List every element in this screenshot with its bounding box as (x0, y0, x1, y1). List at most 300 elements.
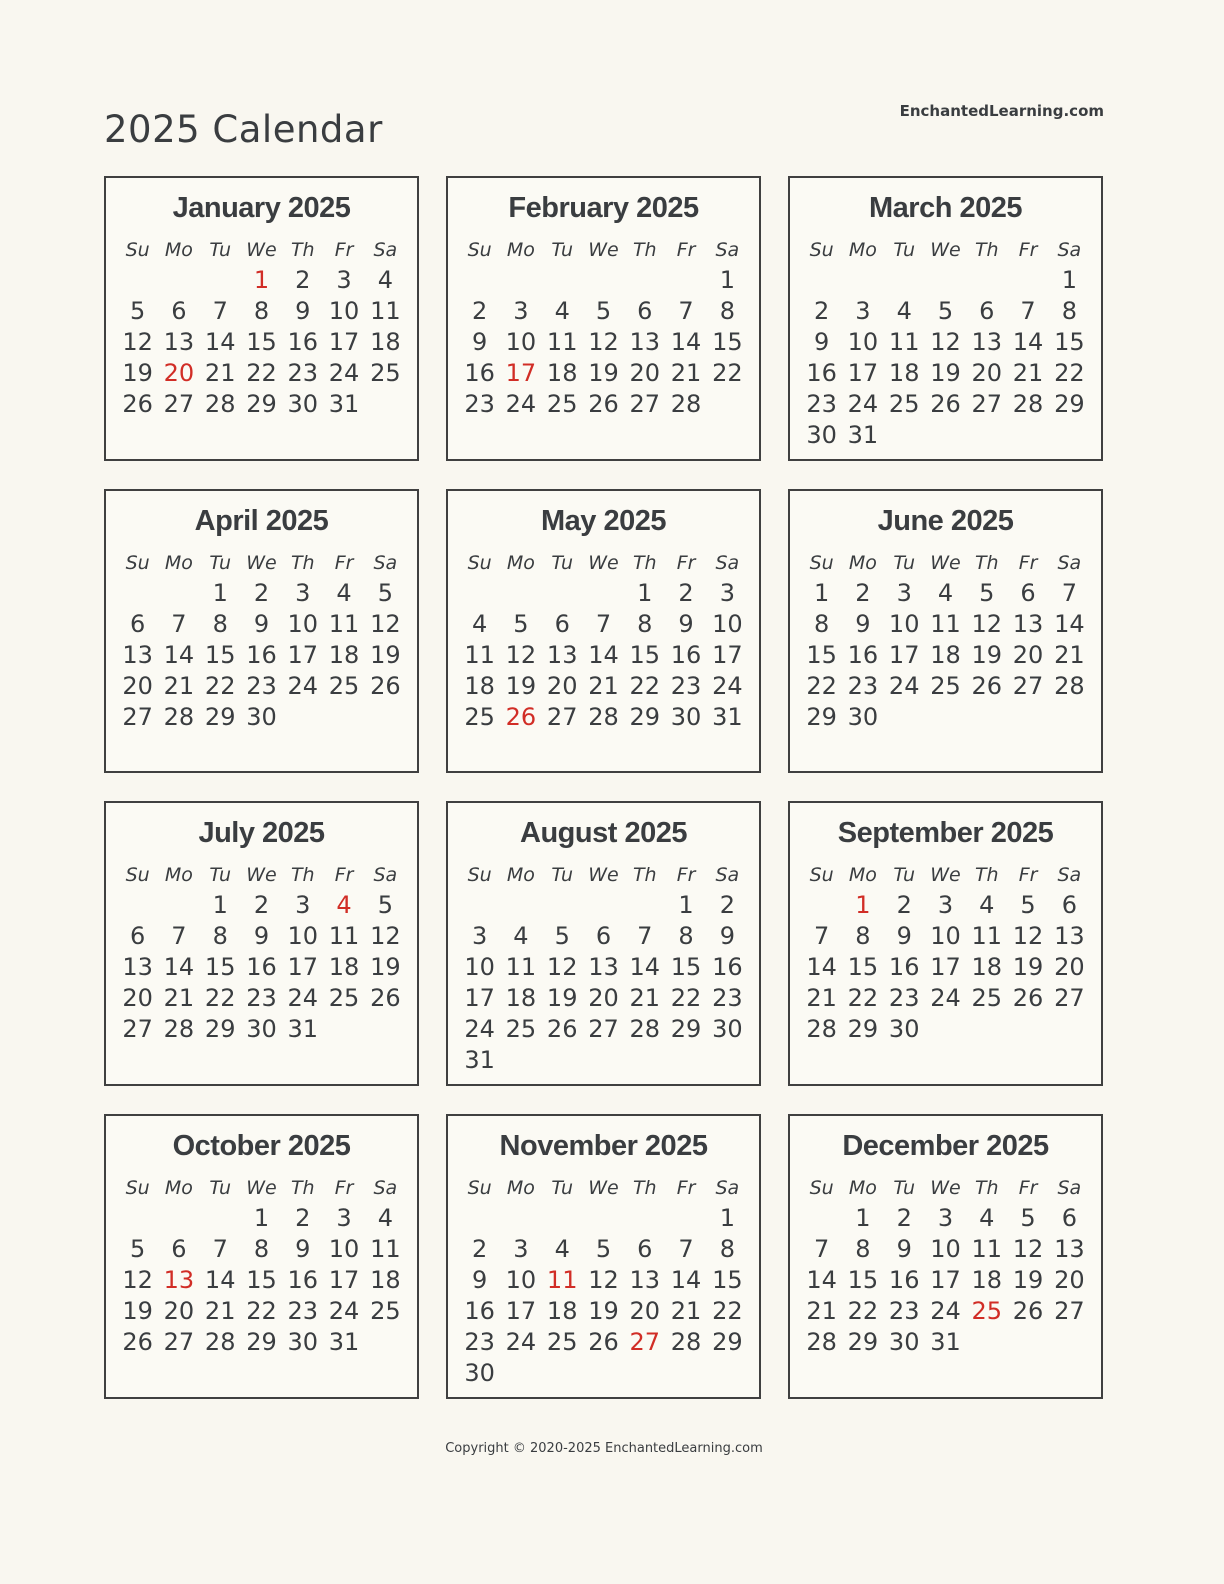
day-cell: 29 (847, 1328, 879, 1356)
day-cell: 21 (588, 672, 619, 700)
day-cell: 6 (637, 297, 653, 325)
day-cell: 7 (637, 922, 653, 950)
day-cell: 18 (328, 953, 360, 981)
empty-day-cell (500, 1358, 541, 1389)
weekday-label: Sa (715, 239, 740, 261)
day-cell: 24 (712, 672, 743, 700)
day-cell: 12 (588, 328, 619, 356)
weekday-header (459, 1176, 748, 1200)
month-card (104, 1114, 419, 1399)
day-cell: 25 (505, 1015, 537, 1043)
weekday-label: Su (467, 239, 492, 261)
day-cell: 19 (505, 672, 537, 700)
weekday-header (117, 863, 406, 887)
weekday-label: We (930, 239, 961, 261)
day-cell: 8 (855, 922, 871, 950)
weekday-label: Fr (334, 239, 354, 261)
day-cell: 10 (712, 610, 743, 638)
week-row (459, 671, 748, 702)
day-cell: 12 (505, 641, 537, 669)
empty-day-cell (117, 265, 158, 296)
month-title: April 2025 (194, 505, 329, 537)
day-cell: 30 (246, 703, 277, 731)
day-cell: 17 (328, 328, 360, 356)
day-cell: 18 (464, 672, 495, 700)
empty-day-cell (583, 578, 624, 609)
week-row (117, 358, 406, 389)
day-cell: 16 (287, 328, 319, 356)
day-cell: 21 (204, 359, 236, 387)
empty-day-cell (200, 1203, 241, 1234)
day-cell: 23 (712, 984, 743, 1012)
day-cell: 16 (464, 1297, 495, 1325)
day-cell: 7 (171, 922, 187, 950)
weekday-label: Th (974, 864, 999, 886)
day-cell: 9 (253, 922, 270, 950)
day-cell: 5 (595, 1235, 612, 1263)
day-cell: 2 (253, 579, 270, 607)
weekday-label: Fr (334, 552, 354, 574)
empty-day-cell (884, 420, 925, 451)
day-cell: 28 (806, 1015, 837, 1043)
calendar-page (104, 0, 1104, 1456)
day-cell: 18 (888, 359, 920, 387)
week-row (117, 890, 406, 921)
day-cell: 6 (1020, 579, 1036, 607)
day-cell: 15 (1054, 328, 1085, 356)
day-cell: 17 (888, 641, 920, 669)
day-cell: 13 (163, 328, 195, 356)
day-cell: 8 (253, 1235, 270, 1263)
month-title: March 2025 (869, 192, 1022, 224)
empty-day-cell (500, 1045, 541, 1076)
day-cell: 30 (712, 1015, 743, 1043)
empty-day-cell (801, 1203, 842, 1234)
day-cell: 17 (287, 953, 319, 981)
day-cell: 13 (588, 953, 619, 981)
day-cell: 27 (1012, 672, 1044, 700)
week-row (117, 1265, 406, 1296)
day-cell: 20 (163, 1297, 195, 1325)
empty-day-cell (624, 1045, 665, 1076)
week-row (801, 640, 1090, 671)
day-cell: 13 (1054, 1235, 1085, 1263)
empty-day-cell (158, 578, 199, 609)
day-cell: 2 (472, 297, 488, 325)
copyright-footer: Copyright © 2020-2025 EnchantedLearning.com (445, 1441, 763, 1456)
day-cell: 7 (171, 610, 187, 638)
day-cell: 8 (253, 297, 270, 325)
day-cell: 31 (328, 1328, 360, 1356)
week-row (801, 1203, 1090, 1234)
weekday-label: We (246, 1177, 277, 1199)
week-row (801, 296, 1090, 327)
weekday-label: Mo (848, 864, 877, 886)
day-cell: 4 (979, 891, 995, 919)
day-cell: 26 (370, 984, 401, 1012)
empty-day-cell (459, 890, 500, 921)
day-cell: 17 (505, 1297, 537, 1325)
day-cell: 2 (896, 1204, 912, 1232)
day-cell: 21 (204, 1297, 236, 1325)
week-row (801, 389, 1090, 420)
day-cell: 16 (847, 641, 879, 669)
day-cell: 13 (971, 328, 1003, 356)
day-cell: 6 (595, 922, 612, 950)
day-cell: 23 (246, 984, 277, 1012)
week-row (459, 1296, 748, 1327)
empty-day-cell (365, 1014, 406, 1045)
day-cell: 15 (629, 641, 661, 669)
weekday-label: Fr (334, 864, 354, 886)
day-cell: 20 (629, 1297, 661, 1325)
day-cell: 6 (637, 1235, 653, 1263)
empty-day-cell (583, 265, 624, 296)
day-cell: 20 (122, 984, 153, 1012)
week-row (459, 327, 748, 358)
day-cell: 26 (588, 390, 619, 418)
day-cell: 9 (253, 610, 270, 638)
empty-day-cell (624, 890, 665, 921)
empty-day-cell (1049, 420, 1090, 451)
weekday-label: Sa (715, 1177, 740, 1199)
day-cell: 25 (930, 672, 961, 700)
weekday-label: Fr (676, 1177, 696, 1199)
day-cell: 17 (930, 1266, 961, 1294)
day-cell: 22 (204, 672, 236, 700)
week-row (801, 952, 1090, 983)
day-cell: 25 (370, 1297, 401, 1325)
week-row (801, 1265, 1090, 1296)
empty-day-cell (158, 1203, 199, 1234)
weekday-label: Tu (209, 864, 232, 886)
day-cell: 7 (212, 297, 228, 325)
day-cell: 15 (847, 953, 879, 981)
day-cell: 24 (464, 1015, 495, 1043)
day-cell: 15 (806, 641, 837, 669)
empty-day-cell (459, 265, 500, 296)
day-cell: 21 (670, 359, 702, 387)
day-cell: 9 (678, 610, 694, 638)
day-cell: 14 (1054, 610, 1085, 638)
day-cell: 26 (971, 672, 1003, 700)
week-row (117, 265, 406, 296)
empty-day-cell (200, 265, 241, 296)
day-cell: 11 (971, 1235, 1003, 1263)
day-cell: 4 (336, 891, 352, 919)
day-cell: 14 (163, 641, 195, 669)
day-cell: 2 (253, 891, 270, 919)
day-cell: 10 (505, 1266, 537, 1294)
day-cell: 2 (814, 297, 830, 325)
day-cell: 22 (847, 984, 879, 1012)
day-cell: 29 (670, 1015, 702, 1043)
day-cell: 10 (505, 328, 537, 356)
weekday-label: Su (809, 1177, 834, 1199)
weekday-header (117, 551, 406, 575)
day-cell: 1 (814, 579, 830, 607)
day-cell: 24 (930, 1297, 961, 1325)
week-row (459, 890, 748, 921)
day-cell: 9 (896, 1235, 912, 1263)
day-cell: 30 (847, 703, 879, 731)
day-cell: 1 (212, 579, 228, 607)
weekday-label: Sa (715, 864, 740, 886)
day-cell: 15 (204, 641, 236, 669)
day-cell: 13 (1012, 610, 1044, 638)
month-card (788, 489, 1103, 773)
empty-day-cell (842, 265, 883, 296)
day-cell: 31 (464, 1046, 495, 1074)
day-cell: 14 (163, 953, 195, 981)
week-row (459, 358, 748, 389)
weekday-label: Th (290, 239, 315, 261)
day-cell: 9 (472, 1266, 488, 1294)
month-card (446, 176, 761, 461)
weekday-header (801, 863, 1090, 887)
day-cell: 24 (287, 672, 319, 700)
day-cell: 3 (855, 297, 871, 325)
day-cell: 17 (464, 984, 495, 1012)
day-cell: 3 (896, 579, 912, 607)
day-cell: 5 (595, 297, 612, 325)
week-row (459, 1014, 748, 1045)
day-cell: 28 (1054, 672, 1085, 700)
day-cell: 2 (896, 891, 912, 919)
day-cell: 1 (253, 266, 270, 294)
empty-day-cell (542, 890, 583, 921)
week-row (117, 1296, 406, 1327)
day-cell: 4 (472, 610, 488, 638)
day-cell: 22 (847, 1297, 879, 1325)
weekday-label: Sa (1057, 1177, 1082, 1199)
day-cell: 8 (212, 922, 228, 950)
week-row (801, 358, 1090, 389)
day-cell: 7 (814, 922, 830, 950)
day-cell: 28 (163, 703, 195, 731)
day-cell: 17 (930, 953, 961, 981)
day-cell: 26 (122, 1328, 153, 1356)
week-row (459, 389, 748, 420)
day-cell: 14 (204, 1266, 236, 1294)
day-cell: 29 (1054, 390, 1085, 418)
empty-day-cell (925, 1014, 966, 1045)
day-cell: 9 (719, 922, 735, 950)
day-cell: 9 (855, 610, 871, 638)
weekday-header (801, 238, 1090, 262)
empty-day-cell (583, 1358, 624, 1389)
empty-day-cell (459, 1203, 500, 1234)
week-row (117, 578, 406, 609)
day-cell: 25 (546, 390, 578, 418)
weekday-label: Su (467, 864, 492, 886)
day-cell: 24 (847, 390, 879, 418)
day-cell: 9 (814, 328, 830, 356)
day-cell: 3 (336, 266, 352, 294)
empty-day-cell (323, 1014, 364, 1045)
day-cell: 29 (204, 1015, 236, 1043)
day-cell: 23 (847, 672, 879, 700)
month-title: May 2025 (541, 505, 666, 537)
week-row (459, 1358, 748, 1389)
month-title: June 2025 (877, 505, 1014, 537)
weekday-label: Tu (551, 864, 574, 886)
week-row (117, 983, 406, 1014)
day-cell: 4 (937, 579, 954, 607)
day-cell: 5 (130, 1235, 146, 1263)
day-cell: 23 (888, 1297, 920, 1325)
empty-day-cell (801, 265, 842, 296)
day-cell: 4 (896, 297, 912, 325)
day-cell: 10 (287, 922, 319, 950)
empty-day-cell (542, 1045, 583, 1076)
day-cell: 5 (377, 579, 393, 607)
day-cell: 4 (979, 1204, 995, 1232)
day-cell: 17 (847, 359, 879, 387)
day-cell: 19 (1012, 1266, 1044, 1294)
weekday-label: Fr (1018, 1177, 1038, 1199)
day-cell: 25 (888, 390, 920, 418)
weekday-label: Fr (1018, 864, 1038, 886)
empty-day-cell (884, 265, 925, 296)
day-cell: 6 (554, 610, 570, 638)
empty-day-cell (665, 1045, 706, 1076)
week-row (801, 609, 1090, 640)
day-cell: 29 (712, 1328, 743, 1356)
day-cell: 7 (678, 1235, 694, 1263)
day-cell: 6 (130, 610, 146, 638)
day-cell: 2 (719, 891, 735, 919)
day-cell: 10 (328, 297, 360, 325)
day-cell: 25 (328, 984, 360, 1012)
day-cell: 3 (295, 891, 311, 919)
day-cell: 14 (806, 953, 837, 981)
day-cell: 29 (204, 703, 236, 731)
day-cell: 29 (246, 1328, 277, 1356)
day-cell: 6 (171, 297, 187, 325)
weekday-label: Th (632, 864, 657, 886)
day-cell: 5 (554, 922, 570, 950)
weekday-label: Th (290, 1177, 315, 1199)
week-row (459, 1045, 748, 1076)
day-cell: 10 (930, 922, 961, 950)
day-cell: 8 (1061, 297, 1077, 325)
empty-day-cell (665, 1358, 706, 1389)
day-cell: 2 (295, 266, 311, 294)
week-row (459, 640, 748, 671)
day-cell: 19 (930, 359, 961, 387)
day-cell: 4 (377, 1204, 393, 1232)
day-cell: 1 (855, 891, 871, 919)
day-cell: 9 (896, 922, 912, 950)
day-cell: 10 (464, 953, 495, 981)
day-cell: 8 (719, 297, 735, 325)
day-cell: 27 (1054, 1297, 1085, 1325)
day-cell: 11 (971, 922, 1003, 950)
week-row (117, 1234, 406, 1265)
week-row (801, 921, 1090, 952)
day-cell: 11 (328, 610, 360, 638)
day-cell: 31 (930, 1328, 961, 1356)
day-cell: 6 (1061, 1204, 1077, 1232)
weekday-label: We (930, 864, 961, 886)
day-cell: 30 (464, 1359, 495, 1387)
day-cell: 28 (163, 1015, 195, 1043)
day-cell: 11 (888, 328, 920, 356)
week-row (801, 327, 1090, 358)
day-cell: 7 (814, 1235, 830, 1263)
week-row (117, 1203, 406, 1234)
day-cell: 26 (1012, 1297, 1044, 1325)
empty-day-cell (665, 1203, 706, 1234)
weekday-header (117, 238, 406, 262)
weekday-label: Su (809, 552, 834, 574)
weekday-label: Sa (715, 552, 740, 574)
day-cell: 7 (1061, 579, 1077, 607)
day-cell: 17 (328, 1266, 360, 1294)
day-cell: 16 (670, 641, 702, 669)
weekday-label: We (246, 552, 277, 574)
empty-day-cell (966, 420, 1007, 451)
day-cell: 21 (163, 672, 195, 700)
weekday-label: We (588, 239, 619, 261)
day-cell: 3 (719, 579, 735, 607)
day-cell: 30 (888, 1328, 920, 1356)
weekday-label: Sa (1057, 239, 1082, 261)
empty-day-cell (925, 420, 966, 451)
day-cell: 31 (847, 421, 879, 449)
day-cell: 11 (930, 610, 961, 638)
day-cell: 20 (163, 359, 195, 387)
day-cell: 13 (1054, 922, 1085, 950)
day-cell: 14 (670, 328, 702, 356)
empty-day-cell (117, 890, 158, 921)
day-cell: 25 (971, 1297, 1003, 1325)
page-header (104, 100, 1104, 158)
empty-day-cell (542, 1203, 583, 1234)
day-cell: 6 (130, 922, 146, 950)
week-row (117, 952, 406, 983)
empty-day-cell (966, 702, 1007, 733)
day-cell: 19 (370, 641, 401, 669)
weekday-label: Mo (848, 1177, 877, 1199)
day-cell: 19 (122, 359, 153, 387)
weekday-label: Sa (373, 552, 398, 574)
day-cell: 1 (212, 891, 228, 919)
empty-day-cell (323, 702, 364, 733)
day-cell: 13 (629, 1266, 661, 1294)
day-cell: 21 (670, 1297, 702, 1325)
empty-day-cell (583, 1203, 624, 1234)
day-cell: 7 (212, 1235, 228, 1263)
day-cell: 28 (204, 1328, 236, 1356)
weekday-label: Th (974, 552, 999, 574)
weekday-label: Su (125, 864, 150, 886)
empty-day-cell (624, 265, 665, 296)
day-cell: 3 (937, 891, 954, 919)
weekday-label: Su (125, 239, 150, 261)
weekday-label: We (930, 552, 961, 574)
site-name: EnchantedLearning.com (899, 102, 1104, 120)
day-cell: 3 (295, 579, 311, 607)
day-cell: 4 (513, 922, 529, 950)
day-cell: 7 (595, 610, 612, 638)
day-cell: 27 (971, 390, 1003, 418)
day-cell: 24 (328, 359, 360, 387)
empty-day-cell (1049, 1327, 1090, 1358)
empty-day-cell (966, 1327, 1007, 1358)
day-cell: 14 (670, 1266, 702, 1294)
